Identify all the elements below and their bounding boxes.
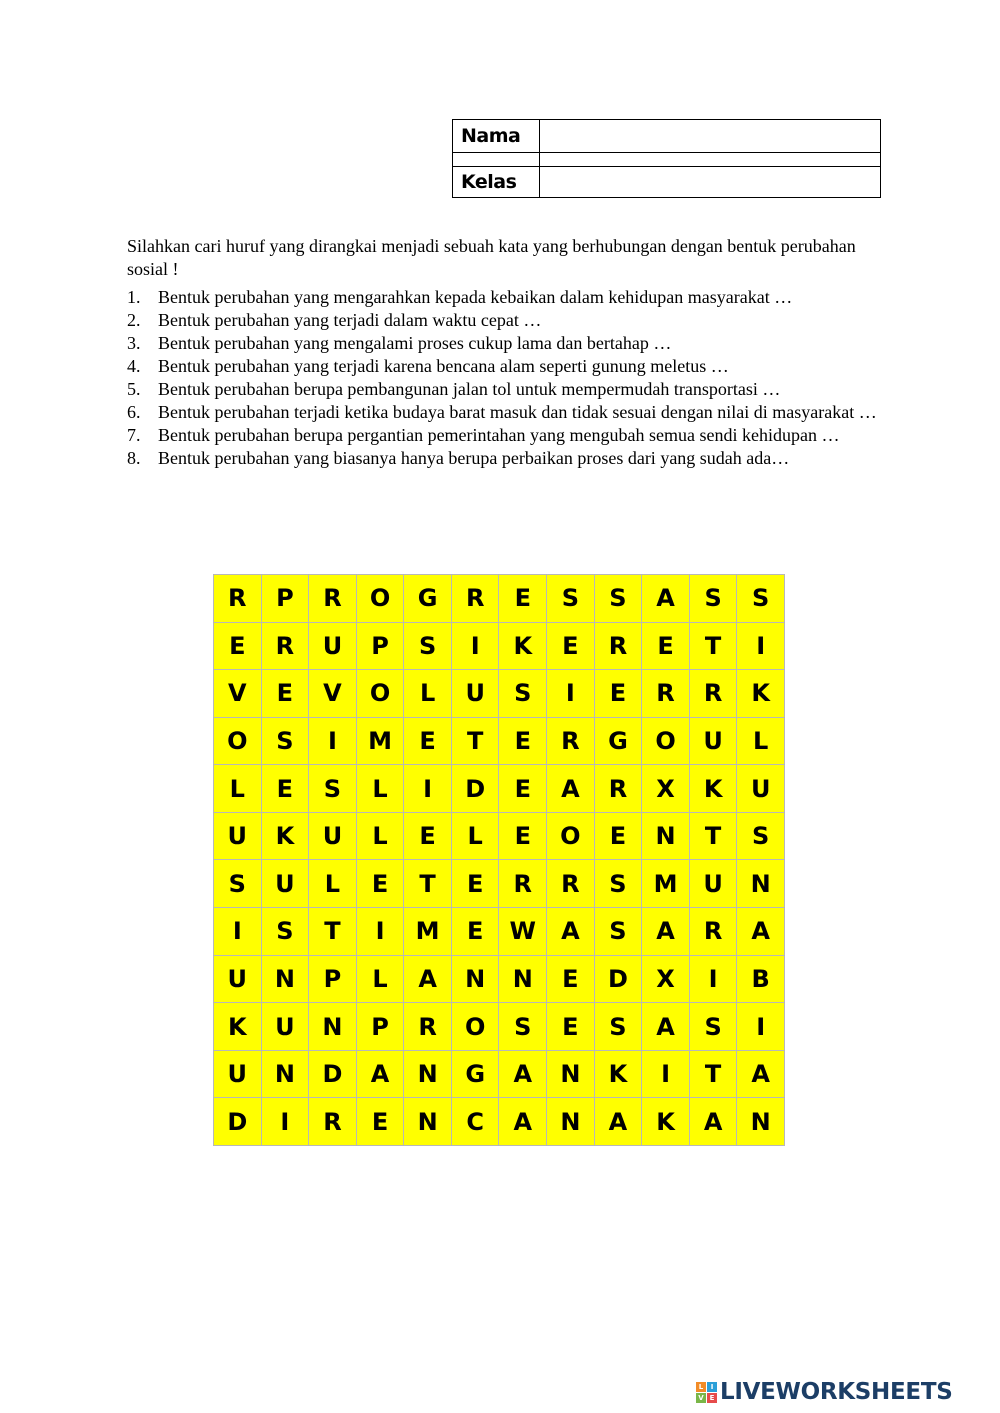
grid-cell[interactable]: A <box>690 1098 738 1146</box>
grid-cell[interactable]: O <box>214 718 262 766</box>
grid-cell[interactable]: K <box>595 1051 643 1099</box>
question-text: Bentuk perubahan yang mengalami proses cukup lama dan bertahap … <box>158 333 672 353</box>
grid-cell[interactable]: S <box>595 1003 643 1051</box>
grid-cell[interactable]: P <box>309 956 357 1004</box>
grid-cell[interactable]: E <box>595 813 643 861</box>
grid-cell[interactable]: N <box>309 1003 357 1051</box>
grid-cell[interactable]: E <box>547 623 595 671</box>
grid-cell[interactable]: N <box>404 1051 452 1099</box>
grid-cell[interactable]: N <box>499 956 547 1004</box>
grid-cell[interactable]: D <box>214 1098 262 1146</box>
grid-cell[interactable]: R <box>595 765 643 813</box>
grid-cell[interactable]: S <box>690 575 738 623</box>
grid-cell[interactable]: I <box>404 765 452 813</box>
question-number: 4. <box>127 356 141 376</box>
grid-cell[interactable]: I <box>642 1051 690 1099</box>
question-number: 2. <box>127 310 141 330</box>
grid-cell[interactable]: U <box>309 623 357 671</box>
grid-cell[interactable]: L <box>214 765 262 813</box>
grid-cell[interactable]: S <box>595 860 643 908</box>
grid-cell[interactable]: K <box>642 1098 690 1146</box>
grid-cell[interactable]: R <box>214 575 262 623</box>
grid-cell[interactable]: T <box>690 813 738 861</box>
grid-cell[interactable]: U <box>452 670 500 718</box>
grid-cell[interactable]: E <box>404 718 452 766</box>
grid-cell[interactable]: S <box>595 575 643 623</box>
question-text: Bentuk perubahan yang terjadi karena bencana alam seperti gunung meletus … <box>158 356 729 376</box>
question-number: 1. <box>127 287 141 307</box>
grid-cell[interactable]: T <box>404 860 452 908</box>
grid-cell[interactable]: L <box>309 860 357 908</box>
grid-cell[interactable]: K <box>690 765 738 813</box>
grid-cell[interactable]: P <box>262 575 310 623</box>
logo-square: L <box>696 1382 706 1392</box>
question-number: 6. <box>127 402 141 422</box>
grid-cell[interactable]: S <box>595 908 643 956</box>
grid-cell[interactable]: A <box>547 765 595 813</box>
grid-cell[interactable]: E <box>547 956 595 1004</box>
grid-cell[interactable]: O <box>547 813 595 861</box>
grid-cell[interactable]: V <box>309 670 357 718</box>
grid-cell[interactable]: E <box>357 1098 405 1146</box>
grid-cell[interactable]: S <box>690 1003 738 1051</box>
grid-cell[interactable]: T <box>452 718 500 766</box>
grid-cell[interactable]: S <box>499 670 547 718</box>
grid-cell[interactable]: I <box>214 908 262 956</box>
question-number: 3. <box>127 333 141 353</box>
grid-cell[interactable]: E <box>262 765 310 813</box>
grid-cell[interactable]: R <box>404 1003 452 1051</box>
question-item <box>127 401 887 424</box>
identity-table <box>452 119 881 198</box>
grid-cell[interactable]: L <box>357 765 405 813</box>
grid-cell[interactable]: N <box>452 956 500 1004</box>
grid-cell[interactable]: G <box>595 718 643 766</box>
grid-cell[interactable]: G <box>404 575 452 623</box>
grid-cell[interactable]: V <box>214 670 262 718</box>
grid-cell[interactable]: L <box>357 813 405 861</box>
grid-cell[interactable]: N <box>262 956 310 1004</box>
grid-cell[interactable]: R <box>452 575 500 623</box>
question-text: Bentuk perubahan berupa pergantian pemerintahan yang mengubah semua sendi kehidupan … <box>158 425 840 445</box>
brand-footer <box>696 1379 952 1405</box>
question-number: 7. <box>127 425 141 445</box>
grid-cell[interactable]: S <box>547 575 595 623</box>
grid-cell[interactable]: A <box>357 1051 405 1099</box>
grid-cell[interactable]: R <box>262 623 310 671</box>
grid-cell[interactable]: U <box>737 765 785 813</box>
grid-cell[interactable]: E <box>499 813 547 861</box>
logo-square: E <box>707 1393 717 1403</box>
grid-cell[interactable]: O <box>357 670 405 718</box>
question-text: Bentuk perubahan yang biasanya hanya berupa perbaikan proses dari yang sudah ada… <box>158 448 790 468</box>
grid-cell[interactable]: S <box>737 575 785 623</box>
grid-cell[interactable]: I <box>357 908 405 956</box>
grid-cell[interactable]: U <box>309 813 357 861</box>
grid-cell[interactable]: A <box>547 908 595 956</box>
grid-cell[interactable]: R <box>547 860 595 908</box>
grid-cell[interactable]: M <box>357 718 405 766</box>
grid-cell[interactable]: A <box>737 908 785 956</box>
grid-cell[interactable]: U <box>214 956 262 1004</box>
grid-cell[interactable]: I <box>452 623 500 671</box>
grid-cell[interactable]: K <box>499 623 547 671</box>
grid-cell[interactable]: N <box>404 1098 452 1146</box>
question-number: 8. <box>127 448 141 468</box>
grid-cell[interactable]: A <box>642 575 690 623</box>
grid-cell[interactable]: L <box>452 813 500 861</box>
grid-cell[interactable]: U <box>690 718 738 766</box>
liveworksheets-logo-icon <box>696 1382 717 1403</box>
grid-cell[interactable]: L <box>737 718 785 766</box>
grid-cell[interactable]: E <box>452 908 500 956</box>
grid-cell[interactable]: D <box>452 765 500 813</box>
brand-name: LIVEWORKSHEETS <box>720 1379 953 1405</box>
question-item <box>127 286 887 309</box>
grid-cell[interactable]: S <box>309 765 357 813</box>
grid-cell[interactable]: S <box>737 813 785 861</box>
grid-cell[interactable]: R <box>499 860 547 908</box>
logo-square: V <box>696 1393 706 1403</box>
question-item <box>127 355 887 378</box>
grid-cell[interactable]: A <box>642 1003 690 1051</box>
grid-cell[interactable]: L <box>357 956 405 1004</box>
spacer-cell <box>540 153 881 167</box>
grid-cell[interactable]: O <box>642 718 690 766</box>
grid-cell[interactable]: N <box>262 1051 310 1099</box>
grid-cell[interactable]: W <box>499 908 547 956</box>
grid-cell[interactable]: E <box>499 718 547 766</box>
grid-cell[interactable]: D <box>309 1051 357 1099</box>
grid-cell[interactable]: E <box>404 813 452 861</box>
grid-cell[interactable]: I <box>547 670 595 718</box>
grid-cell[interactable]: E <box>547 1003 595 1051</box>
grid-cell[interactable]: A <box>404 956 452 1004</box>
grid-cell[interactable]: N <box>642 813 690 861</box>
question-text: Bentuk perubahan yang mengarahkan kepada kebaikan dalam kehidupan masyarakat … <box>158 287 793 307</box>
question-list <box>127 286 887 470</box>
grid-cell[interactable]: K <box>737 670 785 718</box>
name-field[interactable] <box>540 120 881 153</box>
grid-cell[interactable]: I <box>309 718 357 766</box>
grid-cell[interactable]: A <box>737 1051 785 1099</box>
question-text: Bentuk perubahan yang terjadi dalam waktu cepat … <box>158 310 542 330</box>
grid-cell[interactable]: S <box>262 908 310 956</box>
grid-cell[interactable]: A <box>595 1098 643 1146</box>
grid-cell[interactable]: R <box>642 670 690 718</box>
instructions-text: Silahkan cari huruf yang dirangkai menjadi sebuah kata yang berhubungan dengan bentuk perubahan sosial ! <box>127 236 856 279</box>
grid-cell[interactable]: I <box>690 956 738 1004</box>
grid-cell[interactable]: R <box>547 718 595 766</box>
grid-cell[interactable]: U <box>214 813 262 861</box>
grid-cell[interactable]: I <box>737 1003 785 1051</box>
grid-cell[interactable]: E <box>595 670 643 718</box>
grid-cell[interactable]: T <box>309 908 357 956</box>
grid-cell[interactable]: R <box>690 908 738 956</box>
grid-cell[interactable]: O <box>357 575 405 623</box>
word-search-grid <box>213 574 785 1146</box>
grid-cell[interactable]: T <box>690 1051 738 1099</box>
grid-cell[interactable]: X <box>642 765 690 813</box>
grid-cell[interactable]: M <box>642 860 690 908</box>
grid-cell[interactable]: R <box>690 670 738 718</box>
grid-cell[interactable]: A <box>499 1051 547 1099</box>
grid-cell[interactable]: E <box>214 623 262 671</box>
grid-cell[interactable]: G <box>452 1051 500 1099</box>
grid-cell[interactable]: U <box>690 860 738 908</box>
grid-cell[interactable]: M <box>404 908 452 956</box>
grid-cell[interactable]: S <box>404 623 452 671</box>
grid-cell[interactable]: U <box>262 1003 310 1051</box>
class-field[interactable] <box>540 167 881 198</box>
logo-square: I <box>707 1382 717 1392</box>
grid-cell[interactable]: N <box>737 860 785 908</box>
grid-cell[interactable]: U <box>214 1051 262 1099</box>
question-item <box>127 424 887 447</box>
grid-cell[interactable]: L <box>404 670 452 718</box>
question-text: Bentuk perubahan terjadi ketika budaya barat masuk dan tidak sesuai dengan nilai di masyarakat … <box>158 402 877 422</box>
grid-cell[interactable]: E <box>452 860 500 908</box>
grid-cell[interactable]: S <box>499 1003 547 1051</box>
question-number: 5. <box>127 379 141 399</box>
grid-cell[interactable]: O <box>452 1003 500 1051</box>
grid-cell[interactable]: S <box>214 860 262 908</box>
grid-cell[interactable]: C <box>452 1098 500 1146</box>
name-label: Nama <box>453 120 540 153</box>
grid-cell[interactable]: D <box>595 956 643 1004</box>
class-label: Kelas <box>453 167 540 198</box>
question-item <box>127 309 887 332</box>
question-item <box>127 447 887 470</box>
grid-cell[interactable]: K <box>262 813 310 861</box>
grid-cell[interactable]: X <box>642 956 690 1004</box>
question-item <box>127 378 887 401</box>
grid-cell[interactable]: I <box>262 1098 310 1146</box>
grid-cell[interactable]: P <box>357 1003 405 1051</box>
grid-cell[interactable]: R <box>309 575 357 623</box>
grid-cell[interactable]: I <box>737 623 785 671</box>
grid-cell[interactable]: R <box>595 623 643 671</box>
grid-cell[interactable]: K <box>214 1003 262 1051</box>
grid-cell[interactable]: P <box>357 623 405 671</box>
grid-cell[interactable]: R <box>309 1098 357 1146</box>
question-text: Bentuk perubahan berupa pembangunan jalan tol untuk mempermudah transportasi … <box>158 379 781 399</box>
question-item <box>127 332 887 355</box>
grid-cell[interactable]: N <box>737 1098 785 1146</box>
grid-cell[interactable]: E <box>642 623 690 671</box>
grid-cell[interactable]: S <box>262 718 310 766</box>
grid-cell[interactable]: A <box>642 908 690 956</box>
grid-cell[interactable]: E <box>357 860 405 908</box>
grid-cell[interactable]: E <box>499 575 547 623</box>
grid-cell[interactable]: E <box>262 670 310 718</box>
grid-cell[interactable]: B <box>737 956 785 1004</box>
spacer-cell <box>453 153 540 167</box>
grid-cell[interactable]: A <box>499 1098 547 1146</box>
grid-cell[interactable]: N <box>547 1098 595 1146</box>
grid-cell[interactable]: E <box>499 765 547 813</box>
grid-cell[interactable]: U <box>262 860 310 908</box>
grid-cell[interactable]: N <box>547 1051 595 1099</box>
grid-cell[interactable]: T <box>690 623 738 671</box>
